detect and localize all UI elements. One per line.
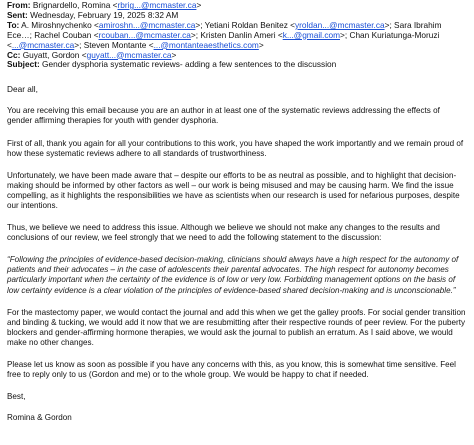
cc-email-link[interactable]: guyatt...@mcmaster.ca — [86, 50, 172, 60]
sent-value: Wednesday, February 19, 2025 8:32 AM — [30, 10, 179, 20]
to-value-5: >; Kristen Danlin Ameri < — [190, 29, 283, 40]
to-line — [7, 21, 467, 51]
cc-line — [7, 51, 467, 61]
to-value-1: A. Miroshnychenko < — [21, 20, 99, 30]
from-label: From: — [7, 1, 31, 10]
closing: Best, — [7, 392, 26, 402]
cc-value: Guyatt, Gordon < — [22, 50, 87, 60]
to-email-link-1[interactable]: amiroshn...@mcmaster.ca — [98, 20, 196, 30]
to-value-6: >; Chan — [340, 29, 370, 40]
paragraph-6: Please let us know as soon as possible if you have any concerns with this, as you know, this is somewhat time sensitive. Feel free to reply only to us (Gordon and me) or to the whole group. We would be happy to chat if needed. — [7, 360, 456, 380]
from-line — [7, 1, 467, 11]
to-value-2: >; Yetiani Roldan Benitez < — [195, 20, 296, 30]
subject-label: Subject: — [7, 60, 40, 70]
cc-label: Cc: — [7, 50, 21, 60]
from-email-link[interactable]: rbrig...@mcmaster.ca — [117, 1, 197, 10]
to-email-link-8[interactable]: ...@montanteaesthetics.com — [153, 39, 259, 50]
subject-line — [7, 60, 467, 70]
paragraph-1: You are receiving this email because you are an author in at least one of the systematic reviews addressing the effects of gender affirming therapies for youth with gender dysphoria. — [7, 106, 440, 126]
paragraph-2: First of all, thank you again for all your contributions to this work, you have shaped the work importantly and we remain proud of how these systematic reviews adhere to all standards of trustworthiness. — [7, 138, 464, 158]
paragraph-5: For the mastectomy paper, we would contact the journal and add this when we get the galley proofs. For social gender transition and binding & tucking, we would add it now that we are resubmitting after their respective rounds of peer review. For the puberty blockers and gender-affirming hormone therapies, we would ask the journal to publish an erratum. As I said above, we would make no other changes. — [7, 307, 466, 347]
to-email-link-4[interactable]: rcouban...@mcmaster.ca — [98, 29, 191, 40]
to-email-link-5[interactable]: k...@gmail.com — [282, 29, 340, 40]
sent-label: Sent: — [7, 10, 28, 20]
paragraph-3: Unfortunately, we have been made aware that – despite our efforts to be as neutral as possible, and to highlight that decision-making should be informed by other factors as well – our work is being misused and may be causing harm. We find the issue compelling, as it highlights the responsibilities we have as scientists when our research is used for nefarious purposes, despite our intentions. — [7, 170, 460, 210]
to-email-link-7[interactable]: ...@mcmaster.ca — [11, 39, 75, 50]
signature: Romina & Gordon — [7, 413, 72, 423]
subject-value: Gender dysphoria systematic reviews- adding a few sentences to the discussion — [42, 60, 337, 70]
sent-line — [7, 11, 467, 21]
to-value-4: Ece…; Rachel Couban < — [7, 29, 99, 40]
to-value-9: > — [258, 39, 264, 50]
email-header — [7, 1, 467, 70]
paragraph-4: Thus, we believe we need to address this issue. Although we believe we should not make any changes to the results and conclusions of our review, we feel strongly that we need to add the following statement to the discussion: — [7, 223, 440, 243]
from-end: > — [196, 1, 202, 10]
to-email-link-2[interactable]: yroldan...@mcmaster.ca — [295, 20, 385, 30]
to-value-3: >; Sara Ibrahim — [384, 20, 442, 30]
quoted-statement: “Following the principles of evidence-based decision-making, clinicians should always have a high respect for the autonomy of patients and their advocates – in the case of adolescents their parental advocates. The high respect for autonomy becomes particularly important when the certainty of the evidence is of low or very low. Forbidding management options on the basis of low certainty evidence is a clear violation of the principles of evidence-based shared decision-making and is unconscionable.” — [7, 255, 459, 295]
cc-end: > — [171, 50, 177, 60]
to-label: To: — [7, 20, 20, 30]
to-value-7: Kuriatunga-Moruzi < — [7, 29, 440, 50]
to-value-8: >; Steven Montante < — [74, 39, 154, 50]
from-value: Brignardello, Romina < — [32, 1, 118, 10]
greeting: Dear all, — [7, 84, 38, 95]
